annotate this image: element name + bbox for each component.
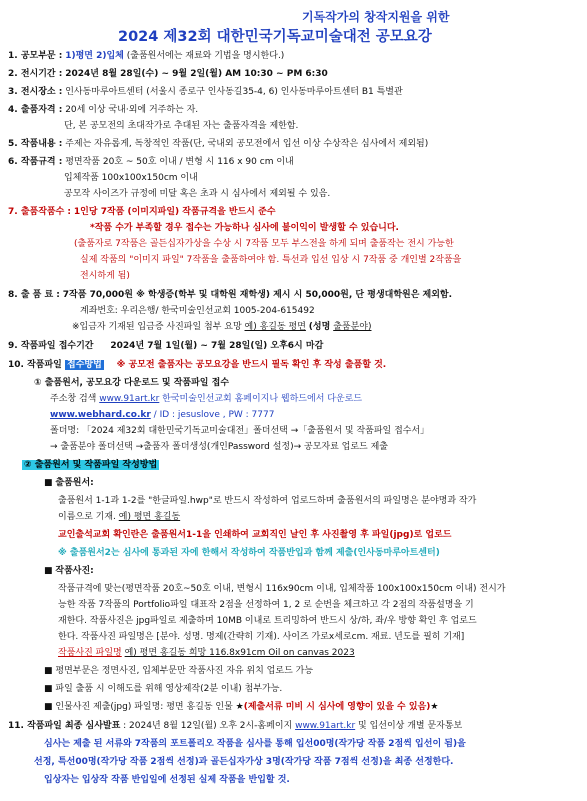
deposit-format: (성명 (308, 322, 331, 332)
judging-detail-line: 입상자는 입상작 작품 반입일에 선정된 실제 작품을 반입할 것. (44, 775, 290, 785)
announcement-suffix: 및 입선이상 개별 문자통보 (355, 721, 463, 731)
document-title: 2024 제32회 대한민국기독교미술대전 공모요강 (118, 29, 432, 45)
website-link[interactable]: www.91art.kr (99, 394, 160, 404)
section-final-announcement (8, 720, 462, 733)
bullet-text: 파일 출품 시 이해도를 위해 영상제작(2분 이내) 첨부가능. (55, 684, 283, 694)
bank-account: 계좌번호: 우리은행/ 한국미술인선교회 1005-204-615492 (80, 306, 315, 316)
webhard-credentials: / ID : jesuslove , PW : 7777 (153, 410, 275, 420)
section-submission-period (8, 340, 323, 353)
category-note: (출품원서에는 재료와 기법을 명시한다.) (126, 51, 285, 61)
count-note-line: (출품자로 7작품은 골든십자가상을 수상 시 7작품 모두 부스전을 하게 되며 출품작는 전시 가능한 (74, 239, 454, 249)
deposit-example: 예) 홍길동 평면 (244, 322, 306, 332)
section-label: 3. 전시장소 : (8, 87, 63, 97)
venue-value: 인사동마루아트센터 (서울시 종로구 인사동길35-4, 6) 인사동마루아트센터 B1 특별관 (65, 87, 403, 97)
section-label: 6. 작품규격 : (8, 157, 63, 167)
section-exhibition-venue (8, 86, 403, 99)
count-note-line: 전시하게 됨) (80, 271, 130, 281)
application-form-title: 출품원서: (55, 478, 94, 488)
search-text: 주소창 검색 (50, 394, 100, 404)
bullet-warning: (제출서류 미비 시 심사에 영향이 있을 수 있음) (243, 702, 431, 712)
section-label: 4. 출품자격 : (8, 105, 63, 115)
section-label: 1. 공모부문 : (8, 51, 63, 61)
section-artwork-count (8, 206, 276, 219)
folder-path-line: 폴더명: 「2024 제32회 대한민국기독교미술대전」폴더선택 →「출품원서 및 작품파일 접수서」 (50, 426, 430, 436)
judging-detail-line: 선정, 특선00명(작가당 작품 2점씩 선정)과 골든십자가상 3명(작가당 작품 7점씩 선정)을 최종 선정한다. (34, 757, 454, 767)
photo-filename-value: 예) 평면 홍길동 희망 116.8x91cm Oil on canvas 2023 (124, 648, 355, 658)
search-instruction (50, 393, 362, 406)
section-label: 10. 작품파일 (8, 360, 65, 370)
section-exhibition-period (8, 68, 328, 81)
section-submission-method (8, 359, 386, 372)
bullet-icon: ■ (44, 666, 53, 676)
bullet-item (44, 665, 313, 678)
photo-line: 재한다. 작품사진은 jpg파일로 제출하며 10MB 이내로 트리밍하여 반드시 상/하, 좌/우 방향 확인 후 업로드 (58, 616, 477, 626)
application-line (58, 511, 180, 524)
photo-filename-example (58, 647, 355, 660)
period-value: 2024년 8월 28일(수) ~ 9월 2일(월) AM 10:30 ~ PM 6:30 (65, 69, 328, 79)
deposit-format-tail: 출품분야) (333, 322, 372, 332)
church-confirmation: 교인출석교회 확인란은 출품원서1-1을 인쇄하여 교회직인 날인 후 사진촬영 후 파일(jpg)로 업로드 (58, 530, 452, 540)
bullet-item (44, 701, 438, 714)
application-form-heading (44, 477, 94, 490)
folder-path-line: → 출품분야 폴더선택 →출품자 폴더생성(개인Password 설정)→ 공모자료 업로드 제출 (50, 442, 389, 452)
bullet-star: ★ (430, 702, 439, 712)
photo-line: 한다. 작품사진 파일명은 [분야. 성명. 명제(간략히 기재). 사이즈 가로x세로cm. 재료. 년도를 필히 기재] (58, 632, 465, 642)
fee-value: 7작품 70,000원 ※ 학생증(학부 및 대학원 재학생) 제시 시 50,000원, 단 평생대학원은 제외함. (62, 290, 453, 300)
bullet-text: 평면부문은 정면사진, 입체부문만 작품사진 자유 위치 업로드 가능 (55, 666, 314, 676)
search-suffix: 한국미술인선교회 홈페이지나 웹하드에서 다운로드 (162, 394, 363, 404)
section-label: 9. 작품파일 접수기간 (8, 341, 94, 351)
section-eligibility (8, 104, 198, 117)
announcement-link[interactable]: www.91art.kr (295, 721, 356, 731)
subsection-download-title: ① 출품원서, 공모요강 다운로드 및 작품파일 접수 (34, 378, 230, 388)
application-line: 출품원서 1-1과 1-2를 "한글파일.hwp"로 반드시 작성하여 업로드하며 출품원서의 파일명은 분야명과 작가 (58, 496, 477, 506)
subsection-writing-title: ② 출품원서 및 작품파일 작성방법 (24, 460, 158, 470)
webhard-link[interactable]: www.webhard.co.kr (50, 410, 151, 420)
deposit-instruction (72, 321, 371, 334)
size-line: 공모작 사이즈가 규정에 미달 혹은 초과 시 심사에서 제외될 수 있음. (64, 189, 331, 199)
photo-title: 작품사진: (55, 566, 94, 576)
bullet-icon: ■ (44, 566, 53, 576)
bullet-icon: ■ (44, 702, 53, 712)
judging-detail-line: 심사는 제출 된 서류와 7작품의 포트폴리오 작품을 심사를 통해 입선00명(작가당 작품 2점씩 입선이 됨)을 (44, 739, 466, 749)
webhard-info (50, 409, 274, 422)
eligibility-line: 20세 이상 국내·외에 거주하는 자. (65, 105, 199, 115)
count-warning: *작품 수가 부족할 경우 접수는 가능하나 심사에 불이익이 발생할 수 있습니다. (90, 223, 399, 233)
bullet-icon: ■ (44, 684, 53, 694)
section-entry-fee (8, 289, 452, 302)
photo-filename-label: 작품사진 파일명 (58, 648, 122, 658)
count-note-line: 실제 작품의 "이미지 파일" 7작품을 출품하여야 함. 특선과 입선 입상 시 7작품 중 개인별 2작품을 (80, 255, 462, 265)
section-label: 5. 작품내용 : (8, 139, 63, 149)
count-value: 1인당 7작품 (이미지파일) 작품규격을 반드시 준수 (73, 207, 276, 217)
submission-method-badge: 접수방법 (67, 360, 102, 370)
section-label: 2. 전시기간 : (8, 69, 63, 79)
application-example: 예) 평면 홍길동 (118, 512, 181, 522)
section-label: 8. 출 품 료 : (8, 290, 60, 300)
announcement-text: : 2024년 8월 12일(월) 오후 2시-홈페이지 (120, 721, 296, 731)
bullet-item (44, 683, 282, 696)
document-subtitle: 기독작가의 창작지원을 위한 (302, 10, 450, 24)
photo-line: 능한 작품 7작품의 Portfolio파일 대표작 2점을 선정하여 1, 2 로 순번을 체크하고 각 2점의 작품설명을 기 (58, 600, 474, 610)
application-text: 이름으로 기재. (58, 512, 119, 522)
size-line: 입체작품 100x100x150cm 이내 (64, 173, 198, 183)
eligibility-line: 단, 본 공모전의 초대작가로 추대된 자는 출품자격을 제한함. (64, 121, 299, 131)
section-artwork-size (8, 156, 294, 169)
photo-line: 작품규격에 맞는(평면작품 20호~50호 이내, 변형시 116x90cm 이내, 입체작품 100x100x150cm 이내) 전시가 (58, 584, 506, 594)
category-value: 1)평면 2)입체 (65, 51, 124, 61)
section-competition-category (8, 50, 284, 63)
subsection-writing-method (22, 459, 159, 472)
size-line: 평면작품 20호 ~ 50호 이내 / 변형 시 116 x 90 cm 이내 (65, 157, 294, 167)
bullet-icon: ■ (44, 478, 53, 488)
bullet-text: 인물사진 제출(jpg) 파일명: 평면 홍길동 인물 ★ (55, 702, 244, 712)
submission-notice: ※ 공모전 출품자는 공모요강을 반드시 필독 확인 후 작성 출품할 것. (116, 360, 387, 370)
application-form2-note: ※ 출품원서2는 심사에 통과된 자에 한해서 작성하여 작품반입과 함께 제출(인사동마루아트센터) (58, 548, 440, 558)
deposit-text: ※입금자 기재된 입금증 사진파일 첨부 요망 (72, 322, 245, 332)
section-label: 11. 작품파일 최종 심사발표 (8, 721, 121, 731)
section-artwork-content (8, 138, 428, 151)
section-label: 7. 출품작품수 : (8, 207, 72, 217)
photo-heading (44, 565, 94, 578)
content-value: 주제는 자유롭게, 독창적인 작품(단, 국내외 공모전에서 입선 이상 수상작은 심사에서 제외됨) (65, 139, 429, 149)
submission-period-value: 2024년 7월 1일(월) ~ 7월 28일(일) 오후6시 마감 (110, 341, 324, 351)
